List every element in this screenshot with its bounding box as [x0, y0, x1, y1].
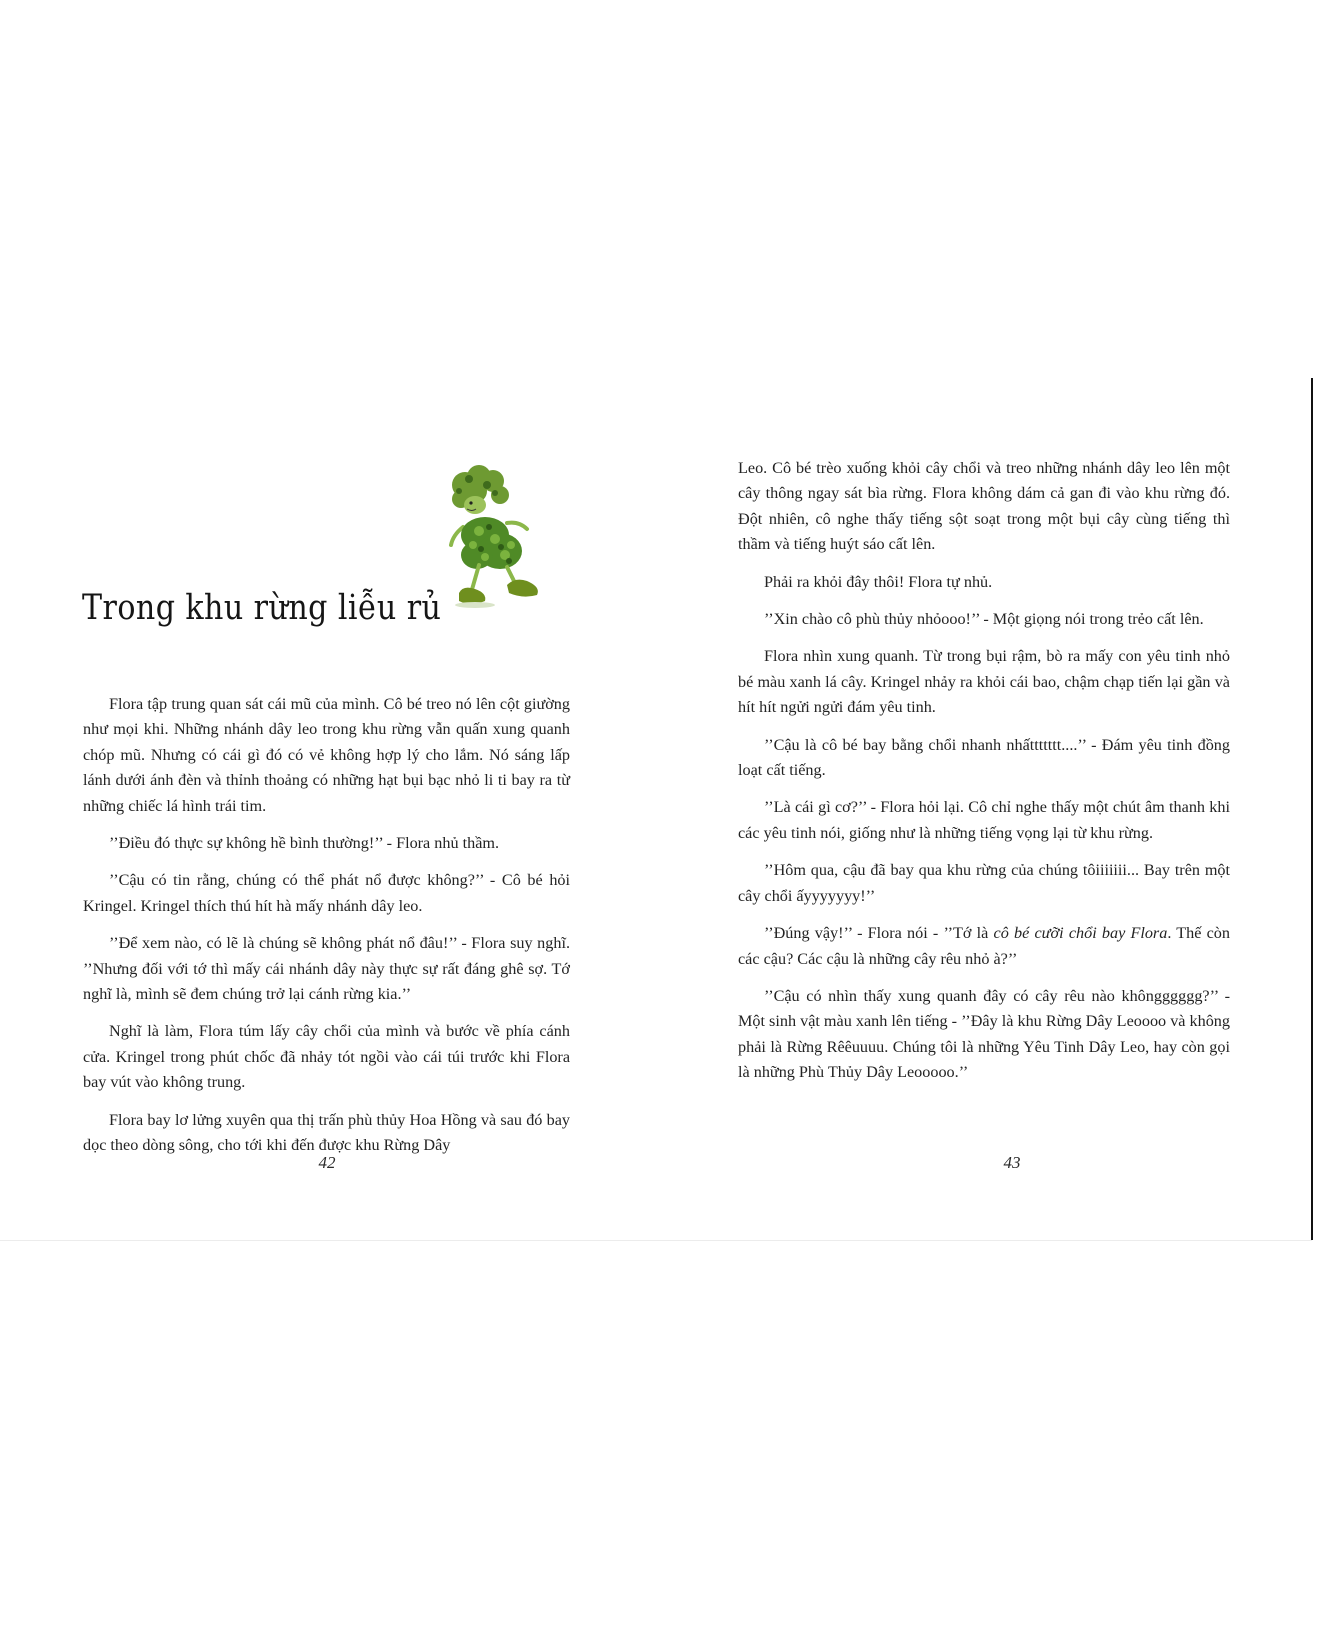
- paragraph: Flora nhìn xung quanh. Từ trong bụi rậm, bò ra mấy con yêu tinh nhỏ bé màu xanh lá cây. Kringel nhảy ra khỏi cái bao, chậm chạp tiến lại gần và hít hít ngửi ngửi đám yêu tinh.: [738, 647, 1230, 717]
- chapter-title: Trong khu rừng liễu rủ: [82, 588, 442, 628]
- page-edge-divider: [1311, 378, 1313, 1240]
- green-moss-goblin-illustration: [445, 465, 570, 615]
- paragraph: ’’Điều đó thực sự không hề bình thường!’’ - Flora nhủ thầm.: [109, 834, 500, 853]
- left-page: [0, 370, 655, 1240]
- paragraph: Leo. Cô bé trèo xuống khỏi cây chổi và treo những nhánh dây leo lên một cây thông ngay sát bìa rừng. Flora không dám cả gan đi vào khu rừng đó. Đột nhiên, cô nghe thấy tiếng sột soạt trong một bụi cây cùng tiếng thì thầm và tiếng huýt sáo cất lên.: [738, 459, 1230, 554]
- paragraph: Flora tập trung quan sát cái mũ của mình. Cô bé treo nó lên cột giường như mọi khi. Những nhánh dây leo trong khu rừng vẫn quấn xung quanh chóp mũ. Nhưng có cái gì đó có vẻ không hợp lý cho lắm. Nó sáng lấp lánh dưới ánh đèn và thỉnh thoảng có những hạt bụi bạc nhỏ li ti bay ra từ những chiếc lá hình trái tim.: [83, 695, 570, 815]
- paragraph: ’’Cậu có tin rằng, chúng có thể phát nổ được không?’’ - Cô bé hỏi Kringel. Kringel thích thú hít hà mấy nhánh dây leo.: [83, 871, 570, 915]
- paragraph: Nghĩ là làm, Flora túm lấy cây chổi của mình và bước về phía cánh cửa. Kringel trong phút chốc đã nhảy tót ngồi vào cái túi trước khi Flora bay vút vào không trung.: [83, 1022, 570, 1092]
- paragraph-with-italic: [738, 921, 1230, 972]
- italic-phrase: cô bé cưỡi chổi bay Flora: [993, 924, 1168, 943]
- paragraph: ’’Cậu có nhìn thấy xung quanh đây có cây rêu nào khôngggggg?’’ - Một sinh vật màu xanh lên tiếng - ’’Đây là khu Rừng Dây Leoooo và không phải là Rừng Rêêuuuu. Chúng tôi là những Yêu Tinh Dây Leo, hay còn gọi là những Phù Thủy Dây Leooooo.’’: [738, 986, 1230, 1082]
- page-number-left: 42: [318, 1153, 336, 1172]
- paragraph: Flora bay lơ lửng xuyên qua thị trấn phù thủy Hoa Hồng và sau đó bay dọc theo dòng sông, cho tới khi đến được khu Rừng Dây: [83, 1110, 570, 1155]
- paragraph: Phải ra khỏi đây thôi! Flora tự nhủ.: [764, 572, 993, 591]
- paragraph: ’’Xin chào cô phù thủy nhỏooo!’’ - Một giọng nói trong trẻo cất lên.: [764, 610, 1204, 629]
- paragraph: ’’Hôm qua, cậu đã bay qua khu rừng của chúng tôiiiiiii... Bay trên một cây chổi ấyyyyyyy!’’: [738, 861, 1230, 905]
- dialog-text: . Thế còn các cậu? Các cậu là những cây rêu nhỏ à?’’: [738, 924, 1230, 968]
- page-number-right: 43: [1003, 1153, 1021, 1172]
- paragraph: ’’Để xem nào, có lẽ là chúng sẽ không phát nổ đâu!’’ - Flora suy nghĩ. ’’Nhưng đối với tớ thì mấy cái nhánh dây này thực sự rất đáng ghê sợ. Tớ nghĩ là, mình sẽ đem chúng trở lại cánh rừng kia.’’: [83, 934, 570, 1004]
- paragraph: ’’Là cái gì cơ?’’ - Flora hỏi lại. Cô chỉ nghe thấy một chút âm thanh khi các yêu tinh nói, giống như là những tiếng vọng lại từ khu rừng.: [738, 798, 1230, 842]
- right-page-body: [738, 456, 1230, 1098]
- paragraph: ’’Cậu là cô bé bay bằng chổi nhanh nhấttttttt....’’ - Đám yêu tinh đồng loạt cất tiếng.: [738, 735, 1230, 780]
- left-page-body: [83, 692, 570, 1171]
- dialog-text: ’’Đúng vậy!’’ - Flora nói - ’’Tớ là: [764, 924, 994, 943]
- right-page: [655, 370, 1312, 1240]
- book-spread: [0, 370, 1312, 1241]
